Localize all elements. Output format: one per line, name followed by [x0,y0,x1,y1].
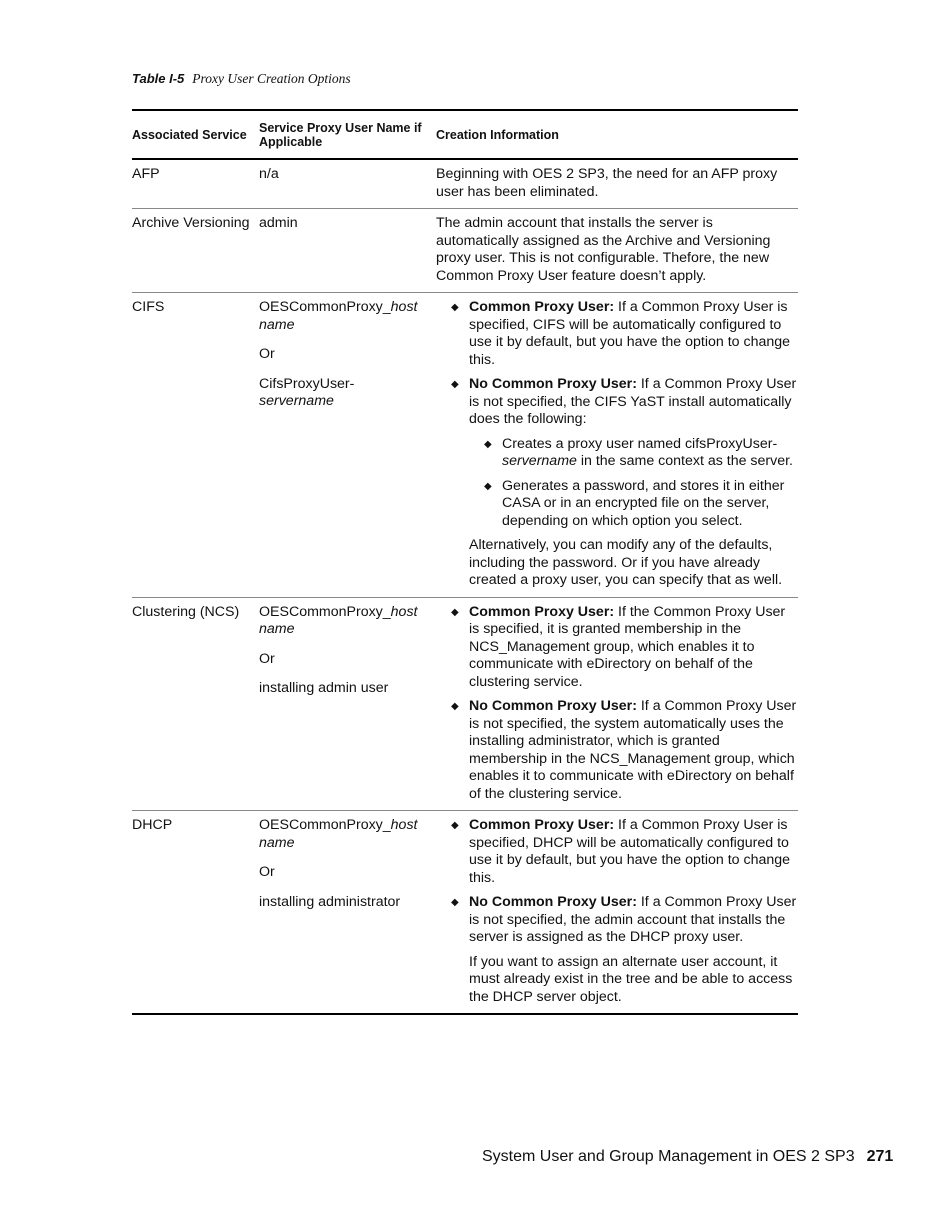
note-text: If you want to assign an alternate user account, it must already exist in the tree and be able to access the DHCP server object. [469,953,793,1005]
list-item: ◆ No Common Proxy User: If a Common Proxy User is not specified, the admin account that installs the server is assigned as the DHCP proxy user. [451,894,797,945]
sub-list-item: ◆ Creates a proxy user named cifsProxyUser-servername in the same context as the server. [484,435,793,469]
or-label: Or [259,864,275,880]
cell-proxy [259,811,436,1015]
cell-proxy: n/a [259,159,436,209]
note-text: Alternatively, you can modify any of the defaults, including the password. Or if you have already created a proxy user, you can specify that as well. [469,537,783,588]
table-row-cifs [132,293,798,598]
cell-proxy: admin [259,209,436,293]
proxy-option-b: installing administrator [259,893,401,910]
cell-service: CIFS [132,293,259,598]
list-item: ◆ No Common Proxy User: If a Common Proxy User is not specified, the CIFS YaST install automatically does the following: ◆ Creates a proxy user named cifsProxyUser-servername in the same context as the server. ◆ Generates a password, and stores it in either CASA or in an encrypted file on the server, depending on which option you select. [451,376,797,529]
bullet-icon: ◆ [451,820,459,831]
table-row-afp [132,159,798,209]
page-footer [482,1148,893,1166]
bullet-icon: ◆ [451,379,459,390]
cell-info [436,293,798,598]
cell-service: Archive Versioning [132,209,259,293]
cell-proxy [259,597,436,811]
bullet-icon: ◆ [451,897,459,908]
table-number: Table I-5 [132,71,185,86]
bullet-icon: ◆ [484,480,492,492]
proxy-user-table [132,109,798,1015]
header-associated-service: Associated Service [132,110,259,159]
cell-service: Clustering (NCS) [132,597,259,811]
table-row-ncs [132,597,798,811]
header-creation-information: Creation Information [436,110,798,159]
table-row-archive [132,209,798,293]
table-title: Proxy User Creation Options [192,71,351,86]
proxy-option-a: OESCommonProxy_host name [259,299,418,333]
proxy-option-b: installing admin user [259,680,389,696]
list-item: ◆ No Common Proxy User: If a Common Proxy User is not specified, the system automatically uses the installing administrator, which is granted membership in the NCS_Management group, which enables it to communicate with eDirectory on behalf of the clustering service. [451,698,797,802]
cell-service: DHCP [132,811,259,1015]
cell-info: The admin account that installs the server is automatically assigned as the Archive and Versioning proxy user. This is not configurable. Thefore, the new Common Proxy User feature doesn’t apply. [436,209,798,293]
cell-info [436,811,798,1015]
cell-info: Beginning with OES 2 SP3, the need for an AFP proxy user has been eliminated. [436,159,798,209]
footer-title: System User and Group Management in OES 2 SP3 [482,1148,855,1165]
list-item: ◆ Common Proxy User: If a Common Proxy User is specified, CIFS will be automatically configured to use it by default, but you have the option to change this. [451,299,791,368]
list-item: ◆ Common Proxy User: If a Common Proxy User is specified, DHCP will be automatically configured to use it by default, but you have the option to change this. [451,817,791,886]
cell-proxy [259,293,436,598]
proxy-option-b: CifsProxyUser- servername [259,375,355,409]
header-proxy-user-name: Service Proxy User Name if Applicable [259,110,436,159]
bullet-icon: ◆ [451,606,459,618]
cell-service: AFP [132,159,259,209]
list-item: ◆ Common Proxy User: If the Common Proxy User is specified, it is granted membership in the NCS_Management group, which enables it to communicate with eDirectory on behalf of the clustering service. [451,603,786,690]
bullet-icon: ◆ [451,302,459,313]
table-caption [132,71,351,87]
bullet-icon: ◆ [451,701,459,712]
proxy-option-a: OESCommonProxy_host name [259,817,418,851]
header-row [132,110,798,159]
sub-list-item: ◆ Generates a password, and stores it in either CASA or in an encrypted file on the server, depending on which option you select. [484,477,785,529]
table-row-dhcp [132,811,798,1015]
cell-info [436,597,798,811]
proxy-option-a: OESCommonProxy_host name [259,603,418,637]
or-label: Or [259,346,275,362]
page-number: 271 [866,1148,894,1165]
or-label: Or [259,650,275,667]
bullet-icon: ◆ [484,438,492,450]
